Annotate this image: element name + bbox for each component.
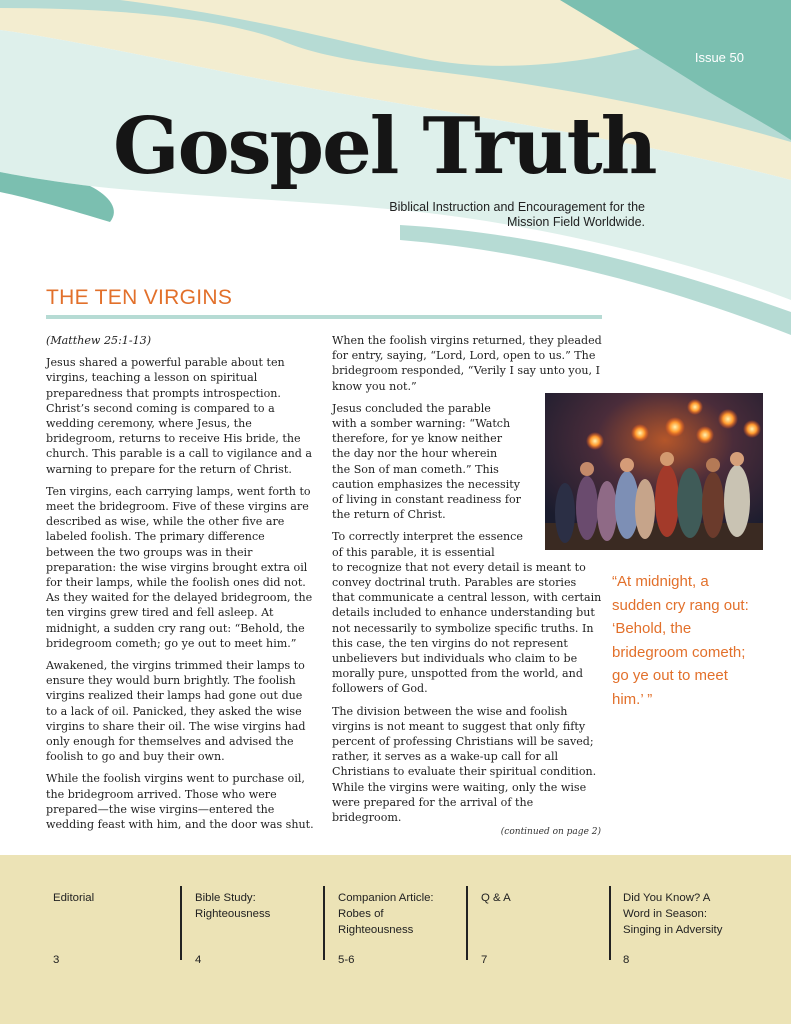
toc-item[interactable]: [481, 890, 601, 1030]
issue-number: Issue 50: [694, 50, 744, 65]
toc-item[interactable]: [53, 890, 173, 1030]
table-of-contents: [0, 855, 791, 1024]
article-paragraph: The division between the wise and foolish virgins is not meant to suggest that only fifty percent of professing Christians will be saved; rather, it serves as a wake-up call for all Christians to evaluate their spiritual condition. While the virgins were waiting, only the wise were prepared for the arrival of the bridegroom.: [332, 704, 597, 825]
text-line: the day nor the hour wherein: [332, 447, 498, 461]
parable-illustration: [545, 393, 763, 550]
text-line: of this parable, it is essential: [332, 545, 495, 559]
toc-item[interactable]: [338, 890, 450, 1030]
text-line: caution emphasizes the necessity: [332, 477, 520, 491]
article-paragraph: Jesus shared a powerful parable about ten virgins, teaching a lesson on spiritual preparedness that prompts introspection. Christ’s second coming is compared to a wedding ceremony, where Jesus, the bridegroom, returns to receive His bride, the church. This parable is a call to vigilance and a warning to prepare for the return of Christ.: [46, 356, 313, 476]
article-paragraph: While the foolish virgins went to purchase oil, the bridegroom arrived. Those who were prepared—the wise virgins—entered the wedding feast with him, and the door was shut.: [46, 772, 314, 832]
masthead-title: Gospel Truth: [113, 101, 656, 192]
text-line: of living in constant readiness for: [332, 493, 521, 507]
text-line: Jesus concluded the parable: [332, 401, 491, 415]
toc-page-number: 4: [195, 954, 202, 966]
toc-divider: [323, 886, 325, 960]
toc-item-label: Did You Know? A Word in Season: Singing in Adversity: [623, 892, 723, 936]
tagline-line-2: Mission Field Worldwide.: [506, 215, 645, 229]
text-line: the return of Christ.: [332, 508, 446, 522]
article-paragraph: Awakened, the virgins trimmed their lamps to ensure they would burn brightly. The foolish virgins realized their lamps had gone out due to a lack of oil. Panicked, they asked the wise virgins to share their oil. The wise virgins had only enough for themselves and advised the foolish to go and buy their own.: [46, 659, 306, 764]
toc-page-number: 7: [481, 954, 488, 966]
tagline-line-1: Biblical Instruction and Encouragement for the: [389, 200, 645, 214]
toc-item-label: Bible Study: Righteousness: [195, 892, 271, 920]
article-title: THE TEN VIRGINS: [46, 286, 233, 309]
toc-divider: [466, 886, 468, 960]
toc-item-label: Editorial: [53, 892, 95, 904]
text-line: the Son of man cometh.” This: [332, 462, 499, 476]
toc-divider: [180, 886, 182, 960]
toc-item[interactable]: [195, 890, 285, 1030]
text-line: To correctly interpret the essence: [332, 530, 523, 544]
article-column-left: [46, 333, 314, 839]
toc-page-number: 3: [53, 954, 60, 966]
tagline: [345, 200, 645, 230]
article-paragraph: When the foolish virgins returned, they pleaded for entry, saying, “Lord, Lord, open to us.” The bridegroom responded, “Verily I say unto you, I know you not.”: [332, 334, 602, 393]
article-paragraph: Ten virgins, each carrying lamps, went forth to meet the bridegroom. Five of these virgins are described as wise, while the other five are labeled foolish. The primary difference between the two groups was in their preparation: the wise virgins brought extra oil for their lamps, while the foolish ones did not. As they waited for the delayed bridegroom, the ten virgins grew tired and fell asleep. At midnight, a sudden cry rang out: “Behold, the bridegroom cometh; go ye out to meet him.”: [46, 484, 313, 650]
pull-quote: “At midnight, a sudden cry rang out: ‘Behold, the bridegroom cometh; go ye out to meet him.’ ”: [612, 573, 749, 708]
text-line: with a somber warning: “Watch: [332, 417, 511, 431]
toc-divider: [609, 886, 611, 960]
toc-item-label: Q & A: [481, 892, 511, 904]
toc-item[interactable]: [623, 890, 738, 1030]
text-line: therefore, for ye know neither: [332, 432, 503, 446]
text-line: to recognize that not every detail is meant to convey doctrinal truth. Parables are stories that communicate a central lesson, with certain details included to enhance understanding but not necessarily to symbolize specific truths. In this case, the ten virgins do not represent unbelievers but individuals who claim to be morally pure, unspotted from the world, and followers of God.: [332, 560, 602, 696]
toc-page-number: 5-6: [338, 954, 355, 966]
title-divider: [46, 315, 602, 319]
toc-item-label: Companion Article: Robes of Righteousness: [338, 892, 434, 936]
toc-page-number: 8: [623, 954, 630, 966]
article-paragraph: [332, 529, 602, 696]
continued-note: (continued on page 2): [500, 827, 601, 837]
scripture-reference: (Matthew 25:1-13): [46, 334, 152, 347]
